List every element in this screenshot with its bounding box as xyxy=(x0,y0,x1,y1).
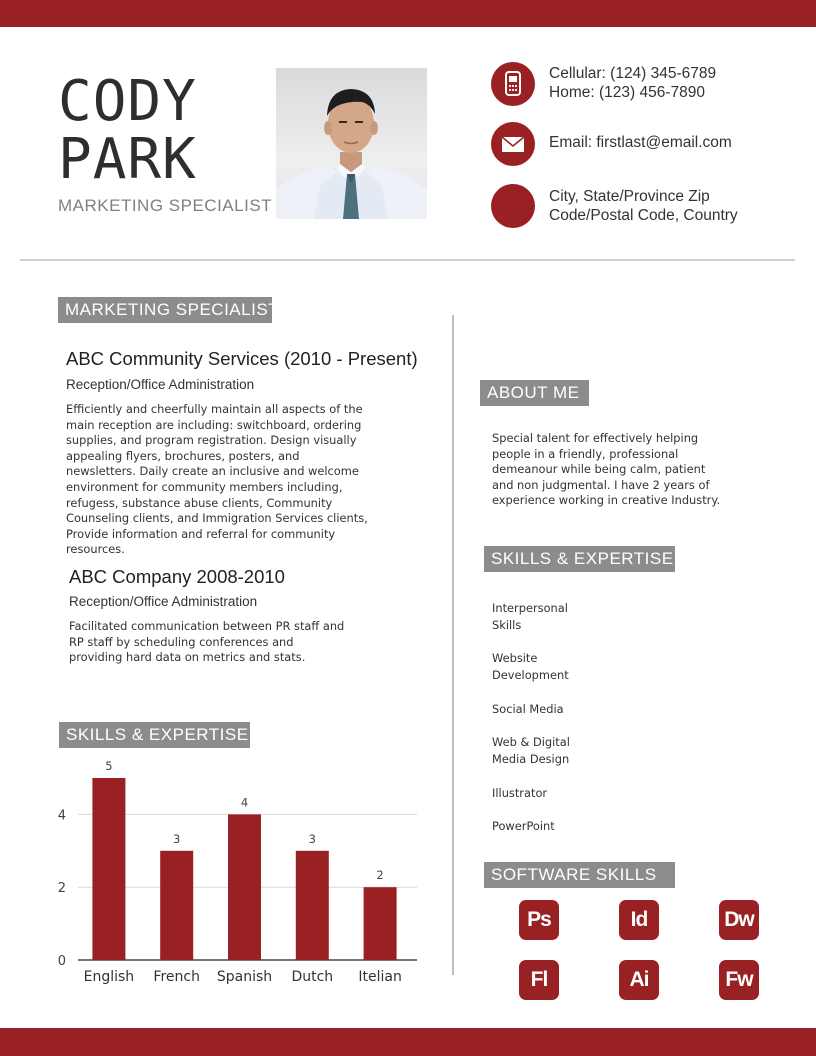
phone-numbers xyxy=(549,64,716,102)
phone-icon xyxy=(491,62,535,106)
job-2-line: providing hard data on metrics and stats. xyxy=(69,650,306,665)
job-1-line: refugess, substance abuse clients, Community xyxy=(66,495,333,510)
cellular-number: Cellular: (124) 345-6789 xyxy=(549,65,717,82)
skill-text: Social Media xyxy=(492,702,564,716)
location-icon xyxy=(491,184,535,228)
x-tick-label: French xyxy=(153,969,200,985)
skill-text: Web & Digital xyxy=(492,735,570,749)
job-2-title: ABC Company 2008-2010 xyxy=(69,566,285,587)
job-1-line: main reception are including: switchboard, ordering xyxy=(66,417,362,432)
job-1-line: newsletters. Daily create an inclusive and welcome xyxy=(66,464,359,479)
y-tick-label: 4 xyxy=(57,808,66,824)
flash-icon: Fl xyxy=(519,960,559,1000)
job-1-line: appealing flyers, brochures, posters, and xyxy=(66,448,300,463)
job-2-description xyxy=(69,619,344,666)
about-line: demeanour while being calm, patient xyxy=(492,462,706,477)
skill-text: Skills xyxy=(492,618,522,632)
about-line: and non judgmental. I have 2 years of xyxy=(492,477,710,492)
job-2-line: Facilitated communication between PR staff and xyxy=(69,619,345,633)
data-label: 3 xyxy=(308,831,316,846)
y-tick-label: 2 xyxy=(57,881,66,897)
data-label: 4 xyxy=(240,795,249,810)
y-tick-label: 0 xyxy=(57,954,66,969)
data-label: 2 xyxy=(376,868,384,883)
job-2-line: RP staff by scheduling conferences and xyxy=(69,634,294,649)
address xyxy=(549,187,738,225)
skill-text: PowerPoint xyxy=(492,819,555,833)
bottom-accent-bar xyxy=(0,1028,816,1056)
skill-text: Illustrator xyxy=(492,786,548,800)
skill-text: Website xyxy=(492,651,538,665)
language-chart-heading: SKILLS & EXPERTISE xyxy=(59,722,250,748)
fireworks-icon: Fw xyxy=(719,960,759,1000)
job-1-line: environment for community members including, xyxy=(66,479,343,494)
data-label: 3 xyxy=(173,831,181,846)
header-divider xyxy=(20,259,795,261)
about-line: Special talent for effectively helping xyxy=(492,431,699,445)
dreamweaver-icon: Dw xyxy=(719,900,759,940)
job-1-line: resources. xyxy=(66,542,125,557)
first-name: CODY xyxy=(58,69,197,134)
software-heading: SOFTWARE SKILLS xyxy=(484,862,675,888)
about-text xyxy=(492,431,752,509)
data-label: 5 xyxy=(105,759,113,773)
job-1-title: ABC Community Services (2010 - Present) xyxy=(66,348,418,369)
job-1-description xyxy=(66,402,368,558)
skill-text: Media Design xyxy=(492,752,570,766)
candidate-name xyxy=(58,69,197,192)
job-1-line: supplies, and program registration. Design visually xyxy=(66,433,357,448)
about-line: people in a friendly, professional xyxy=(492,446,679,461)
skill-item xyxy=(492,701,612,718)
skill-item xyxy=(492,785,612,802)
skill-item xyxy=(492,734,612,768)
email-icon xyxy=(491,122,535,166)
bar xyxy=(92,778,125,960)
about-heading: ABOUT ME xyxy=(480,380,589,406)
column-divider xyxy=(452,315,454,975)
bar xyxy=(364,887,397,960)
skill-item xyxy=(492,650,612,684)
photoshop-icon: Ps xyxy=(519,900,559,940)
candidate-title: MARKETING SPECIALIST xyxy=(58,196,273,215)
email-address: Email: firstlast@email.com xyxy=(549,134,732,151)
address-line-2: Code/Postal Code, Country xyxy=(549,207,738,224)
profile-photo xyxy=(276,68,427,219)
last-name: PARK xyxy=(58,127,197,192)
profile-photo-illustration xyxy=(276,68,427,219)
job-1-line: Provide information and referral for community xyxy=(66,526,336,541)
bar xyxy=(296,851,329,960)
x-tick-label: Itelian xyxy=(358,969,402,985)
job-1-role: Reception/Office Administration xyxy=(66,377,255,392)
x-tick-label: Dutch xyxy=(291,969,334,985)
bar xyxy=(160,851,193,960)
experience-heading: MARKETING SPECIALIST xyxy=(58,297,272,323)
skill-text: Interpersonal xyxy=(492,601,568,615)
skills-heading: SKILLS & EXPERTISE xyxy=(484,546,675,572)
job-1-line: Counseling clients, and Immigration Services clients, xyxy=(66,511,368,526)
job-2-role: Reception/Office Administration xyxy=(69,594,258,609)
x-tick-label: Spanish xyxy=(216,969,273,985)
bar xyxy=(228,814,261,960)
illustrator-icon: Ai xyxy=(619,960,659,1000)
top-accent-bar xyxy=(0,0,816,27)
about-line: experience working in creative Industry. xyxy=(492,493,721,508)
indesign-icon: Id xyxy=(619,900,659,940)
job-1-line: Efficiently and cheerfully maintain all aspects of the xyxy=(66,402,363,416)
address-line-1: City, State/Province Zip xyxy=(549,188,710,205)
skill-text: Development xyxy=(492,668,569,682)
language-bar-chart xyxy=(50,750,430,995)
skill-item xyxy=(492,818,612,835)
skill-item xyxy=(492,600,612,634)
home-number: Home: (123) 456-7890 xyxy=(549,84,705,101)
x-tick-label: English xyxy=(83,969,135,985)
